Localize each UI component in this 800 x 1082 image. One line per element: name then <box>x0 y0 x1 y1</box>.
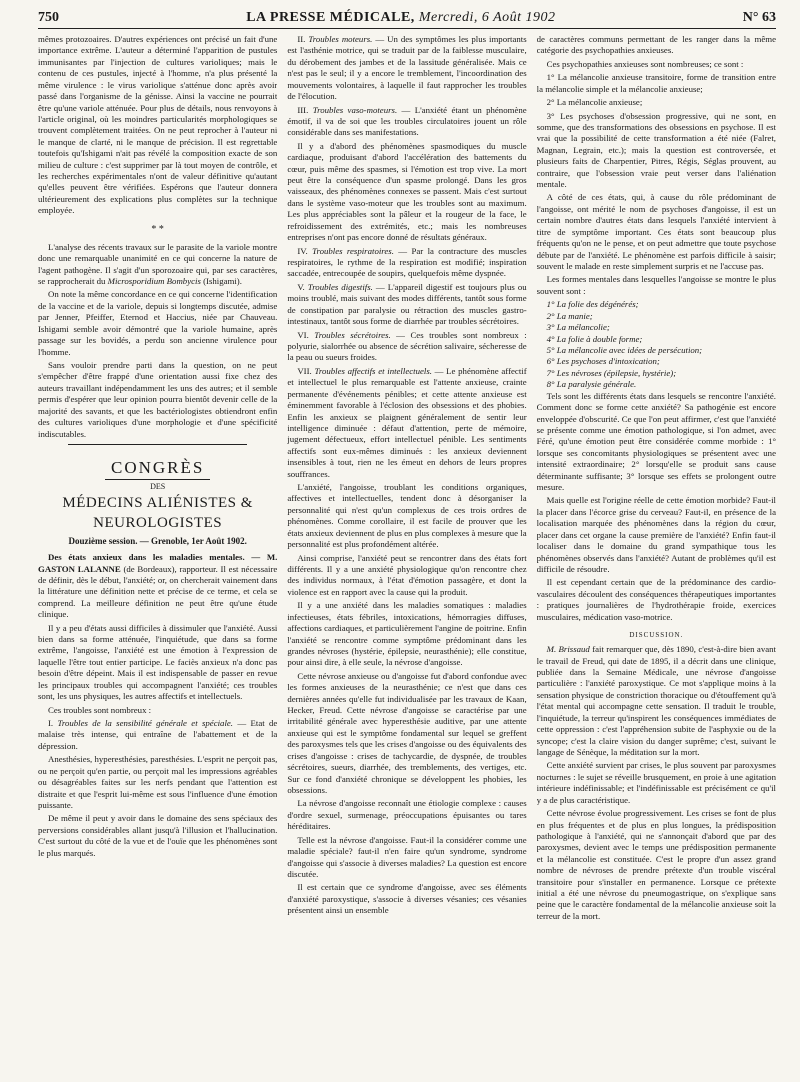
list-item: 8° La paralysie générale. <box>546 379 637 390</box>
list-item: 5° La mélancolie avec idées de persécution; <box>546 344 703 355</box>
paragraph: VI. Troubles sécrétoires. — Ces troubles sont nombreux : polyurie, sialorrhée ou absence de sécrétion salivaire, sécheresse de la peau ou sueurs froides. <box>287 329 527 363</box>
issue-number: N° 63 <box>742 10 776 25</box>
section-separator: * * <box>151 223 164 235</box>
paragraph: Ces troubles sont nombreux : <box>48 704 152 715</box>
paragraph: Ces psychopathies anxieuses sont nombreuses; ce sont : <box>546 58 744 69</box>
paragraph: Des états anxieux dans les maladies mentales. — M. GASTON LALANNE (de Bordeaux), rapporteur. Il est nécessaire de définir, dès le début, l'anxiété; or, on chercherait vainement dans la littérature une définition nette et précise de ce terme, et cela se comprend. La meilleure définition ne peut être qu'une étude clinique. <box>38 552 278 620</box>
paragraph: Cette névrose anxieuse ou d'angoisse fut d'abord confondue avec les formes anxieuses de la neurasthénie; ce n'est que dans ces dernières années qu'elle fut individualisée par les travaux de Kaan, Hecker, Freud. Cette névrose d'angoisse se caractérise par une irritabilité générale avec hyperesthésie auditive, par une attente anxieuse qui est le symptôme fondamental sur lequel se greffent des paroxysmes tels que les crises d'angoisse ou des équivalents des crises d'angoisse : crises de tachycardie, de dyspnée, de troubles sécrétoires, sueurs, diarrhée, des tremblements, des vertiges, etc. Sur ce fond d'anxiété chronique se développent les phobies, les obsessions. <box>287 670 527 795</box>
paragraph: 2° La mélancolie anxieuse; <box>546 97 643 108</box>
congress-subtitle: MÉDECINS ALIÉNISTES & NEUROLOGISTES <box>62 495 253 531</box>
paragraph: 3° Les psychoses d'obsession progressive, qui ne sont, en somme, que des transformations des obsessions en psychose. Il est vrai que la possibilité de cette transformation a été niée (Falret, Magnan, Legrain, etc.); mais la question est controversée, et plusieurs faits de Charpentier, Pitres, Régis, Séglas prouvent, au contraire, que l'obsession vraie peut verser dans l'aliénation mentale. <box>536 110 776 190</box>
paragraph: Il est cependant certain que de la prédominance des cardio-vasculaires découlent des conséquences thérapeutiques importantes : pratiques journalières de l'hydrothérapie froide, exercices musculaires, médication vaso-motrice. <box>536 577 776 622</box>
paragraph: Les formes mentales dans lesquelles l'angoisse se montre le plus souvent sont : <box>536 274 776 296</box>
paragraph: Il y a d'abord des phénomènes spasmodiques du muscle cardiaque, produisant d'abord l'accélération des battements du cœur, puis même des spasmes, si l'émotion est trop vive. La mort peut être la conséquence d'un spasme prolongé. Dans les gros vaisseaux, des phénomènes connexes se passent. Mais c'est surtout dans le système vaso-moteur que les troubles sont au maximum. Les plus appréciables sont la pâleur et la rougeur de la face, le refroidissement des extrémités, etc.; mais les nombreuses entreprises n'ont pas encore donné de résultats généraux. <box>287 140 527 243</box>
paragraph: On note la même concordance en ce qui concerne l'identification de la vaccine et de la variole, depuis si longtemps discutée, admise par Jenner, Pfeiffer, Eternod et Haccius, niée par Chauveau. Ishigami semble avoir démontré que la variole humaine, après passage sur les bovidés, a perdu son ancienne virulence pour l'homme. <box>38 289 278 357</box>
congress-des: DES <box>150 482 166 492</box>
congress-heading <box>38 457 277 548</box>
paragraph: V. Troubles digestifs. — L'appareil digestif est toujours plus ou moins troublé, mais suivant des modes différents, tantôt sous forme de constipation par paralysie ou rétraction des muscles gastro-intestinaux, tantôt sous forme de diarrhée par troubles sécrétoires. <box>287 281 527 327</box>
paragraph: Il y a peu d'états aussi difficiles à dissimuler que l'anxiété. Aussi bien dans sa forme atténuée, l'inquiétude, que dans sa forme extrême, l'angoisse, l'anxiété est une émotion à l'expression de laquelle l'être tout entier participe. Le faciès anxieux n'a donc pas besoin d'être dépeint. Mais il est indispensable de passer en revue les principaux troubles qui accompagnent l'anxiété; ces troubles sont, les uns physiques, les autres affectifs et intellectuels. <box>38 622 278 702</box>
list-item: 6° Les psychoses d'intoxication; <box>546 356 660 367</box>
page-number: 750 <box>38 10 59 25</box>
list-item: 7° Les névroses (épilepsie, hystérie); <box>546 367 677 378</box>
list-item: 1° La folie des dégénérés; <box>546 299 639 310</box>
paragraph: A côté de ces états, qui, à cause du rôle prédominant de l'angoisse, ont mérité le nom de psychoses d'angoisse, il est un certain nombre d'autres états dans lesquels l'anxiété intervient à titre de symptôme important. Ces états sont beaucoup plus fréquents qu'on ne le pense, et on peut admettre que toute psychose débute par de l'anxiété. Le phénomène est parfois difficile à saisir; souvent le malade en reste simplement surpris et ne l'accuse pas. <box>536 192 776 272</box>
paragraph: Tels sont les différents états dans lesquels se rencontre l'anxiété. Comment donc se forme cette anxiété? Sa pathogénie est encore enveloppée d'obscurité. Ce que l'on peut affirmer, c'est que l'anxiété se présente comme une émotion pathologique, si l'on admet, avec Féré, qu'une émotion peut être considérée comme morbide : 1° lorsque ses concomitants physiologiques se présentent avec une intensité extraordinaire; 2° lorsqu'elle se produit sans cause déterminante suffisante; 3° lorsque ses effets se prolongent outre mesure. <box>536 390 776 493</box>
page-header <box>38 10 776 29</box>
paragraph: M. Brissaud fait remarquer que, dès 1890, c'est-à-dire bien avant le travail de Freud, qui date de 1895, il a décrit dans une clinique, publiée dans la Semaine Médicale, une névrose d'angoisse particulière : l'anxiété paroxystique. Ce mot s'applique moins à la sensation physique de constriction thoracique ou d'étouffement qu'à l'état mental qui accompagne cette sensation. Il traduit le trouble, l'inquiétude, la terreur qu'inspirent les conséquences immédiates de cette oppression : c'est l'appréhension subite de l'asphyxie ou de la syncope; c'est la claire vision du danger suprême; c'est, suivant le langage de Sénèque, la méditation sur la mort. <box>536 644 776 757</box>
paragraph: Sans vouloir prendre parti dans la question, on ne peut s'empêcher d'être frappé d'une orientation aussi fixe chez des auteurs travaillant indépendamment les uns des autres; et il semble permis d'espérer que leur opinion pourra bientôt devenir celle de la majorité des savants, et que les bactériologistes obtiendront enfin des cultures varioliques d'une morphologie et d'une spécificité indiscutables. <box>38 359 278 439</box>
paragraph: I. Troubles de la sensibilité générale et spéciale. — Etat de malaise très intense, qui entraîne de l'abattement et de la dépression. <box>38 718 278 751</box>
paragraph: L'anxiété, l'angoisse, troublant les conditions organiques, affectives et intellectuelles, tendent donc à désorganiser la personnalité qui n'est qu'un complexus de ces trois ordres de phénomènes. Comme corollaire, il est facile de prouver que les états anxieux deviennent de plus en plus complexes à mesure que la personnalité est plus profondément altérée. <box>287 482 527 550</box>
paragraph: 1° La mélancolie anxieuse transitoire, forme de transition entre la mélancolie simple et la mélancolie anxieuse; <box>536 72 776 94</box>
list-item: 3° La mélancolie; <box>546 322 610 333</box>
list-item: 2° La manie; <box>546 310 593 321</box>
paragraph: VII. Troubles affectifs et intellectuels. — Le phénomène affectif et intellectuel le plus remarquable est l'attente anxieuse, crainte permanente d'événements pénibles; et cette attente anxieuse est éminemment favorable à l'éclosion des obsessions et des phobies. Enfin les anxieux se plaignent généralement de sentir leur intelligence diminuée : défaut d'attention, perte de mémoire, jugement défectueux, effort intellectuel pénible. Les sentiments affectifs sont eux-mêmes diminués : les anxieux deviennent insensibles à tout, rien ne les émeut en dehors de leurs propres souffrances. <box>287 365 527 479</box>
congress-title: CONGRÈS <box>105 457 210 480</box>
paragraph: La névrose d'angoisse reconnaît une étiologie complexe : causes d'ordre sexuel, surmenage, préoccupations épuisantes ou tares héréditaires. <box>287 798 527 832</box>
column-3 <box>537 34 776 1074</box>
psychoses-list <box>537 299 776 390</box>
paragraph: Anesthésies, hyperesthésies, paresthésies. L'esprit ne perçoit pas, ou ne perçoit qu'en partie, ou perçoit mal les impressions agréables ou désagréables faites sur les nerfs pendant que l'attention est distraite et que l'esprit lui-même est sous l'influence d'une émotion puissante. <box>38 754 278 810</box>
paragraph: Il y a une anxiété dans les maladies somatiques : maladies infectieuses, états fébriles, intoxications, hémorragies diffuses, affections cardiaques, et particulièrement l'angine de poitrine. Enfin l'anxiété se rencontre comme symptôme prédominant dans les grandes névroses (hystérie, épilepsie, neurasthénie); elle constitue, pour ainsi dire, à elle seule, la névrose d'angoisse. <box>287 600 527 668</box>
column-2 <box>287 34 526 1074</box>
paragraph: Cette anxiété survient par crises, le plus souvent par paroxysmes nocturnes : le sujet se réveille brusquement, en proie à une agitation intérieure indéfinissable; et l'indéfinissable est précisément ce qu'il y a de plus caractéristique. <box>536 760 776 805</box>
journal-title <box>246 10 555 26</box>
column-1 <box>38 34 277 1074</box>
discussion-heading: DISCUSSION. <box>629 631 684 640</box>
list-item: 4° La folie à double forme; <box>546 333 643 344</box>
paragraph: Ainsi comprise, l'anxiété peut se rencontrer dans des états fort différents. Il y a une anxiété physiologique qu'on rencontre chez des individus normaux, à l'état d'émotion passagère, et dont la violence est en rapport avec la cause qui la produit. <box>287 552 527 597</box>
paragraph: Il est certain que ce syndrome d'angoisse, avec ses éléments d'anxiété paroxystique, s'associe à diverses vésanies; ces vésanies présentent ainsi un ensemble <box>287 882 527 916</box>
paragraph: mêmes protozoaires. D'autres expériences ont précisé un fait d'une importance extrême. L'auteur a déterminé l'apparition de pustules immunisantes par l'injection de cultures varioliques; mais le contenu de ces pustules, injecté à l'homme, n'a plus présenté la même virulence : le virus variolique s'atténue donc après avoir passé dans l'organisme de la génisse. Ainsi la vaccine ne pourrait être qu'une variole atténuée. Pour plus de détails, nous renvoyons à l'article original, où les moindres particularités morphologiques se trouvent complètement traitées. On ne peut reprocher à l'auteur ni le manque de clarté, ni le manque de précision. Il est regrettable toutefois qu'Ishigami n'ait pas révélé la composition exacte de son milieu de culture : c'est supprimer par là tout moyen de contrôle, et les recherches expérimentales n'ont de valeur définitive qu'autant qu'elles peuvent être vérifiées. Espérons que l'auteur donnera ultérieurement des explications plus complètes sur la technique employée. <box>38 34 278 216</box>
session-line: Douzième session. — Grenoble, 1er Août 1902. <box>68 536 247 547</box>
paragraph: L'analyse des récents travaux sur le parasite de la variole montre donc une remarquable unanimité en ce qui concerne la nature de l'agent pathogène. Il s'agit d'un sporozoaire qui, par ses caractères, se rapprocherait du Microsporidium Bombycis (Ishigami). <box>38 241 278 287</box>
paragraph: De même il peut y avoir dans le domaine des sens spéciaux des perversions considérables allant jusqu'à l'illusion et l'hallucination. C'est surtout du côté de la vue et de l'ouïe que les phénomènes sont le plus marqués. <box>38 813 278 858</box>
paragraph: Mais quelle est l'origine réelle de cette émotion morbide? Faut-il la placer dans l'écorce grise du cerveau? Faut-il, en présence de la localisation marquée des phénomènes dans la région du cœur, placer dans cet organe la cause première de l'anxiété? Enfin faut-il localiser dans le domaine du grand sympathique tous les phénomènes observés dans l'anxiété? Autant de problèmes qu'il est difficile de résoudre. <box>536 495 776 574</box>
divider <box>68 444 247 445</box>
paragraph: II. Troubles moteurs. — Un des symptômes les plus importants est l'asthénie motrice, qui se traduit par de la faiblesse musculaire, du dérobement des jambes et de la lassitude généralisée. Mais ce n'est pas le seul; il y a encore le tremblement, l'incoordination des mouvements volontaires, à laquelle il faut rapprocher les troubles de l'élocution. <box>287 34 527 102</box>
journal-name: LA PRESSE MÉDICALE, <box>246 10 415 25</box>
paragraph: Cette névrose évolue progressivement. Les crises se font de plus en plus fréquentes et de plus en plus longues, la prédisposition pathologique à l'anxiété, qui ne s'annonçait d'abord que par des paroxysmes, devient avec le temps une prédisposition permanente et la mélancolie est constituée. C'est le propre d'un assez grand nombre de névroses de prendre prétexte d'un trouble viscéral transitoire pour s'installer en permanence. Lorsque ce prétexte initial a été une névrose du pneumogastrique, on s'explique sans peine que le caractère fondamental de la mélancolie anxieuse soit la terreur de la mort. <box>536 808 776 921</box>
issue-date: Mercredi, 6 Août 1902 <box>418 10 556 25</box>
paragraph: III. Troubles vaso-moteurs. — L'anxiété étant un phénomène émotif, il va de soi que les troubles circulatoires jouent un rôle considérable dans ses manifestations. <box>287 104 527 138</box>
paragraph: Telle est la névrose d'angoisse. Faut-il la considérer comme une maladie spéciale? faut-il n'en faire qu'un syndrome, syndrome d'angoisse qui s'associe à diverses maladies? La question est encore discutée. <box>287 834 527 879</box>
paragraph: IV. Troubles respiratoires. — Par la contracture des muscles respiratoires, le rythme de la respiration est modifié; inspiration saccadée, entrecoupée de soupirs, quelquefois même dyspnée. <box>287 245 527 279</box>
paragraph: de caractères communs permettant de les ranger dans la même catégorie des psychopathies anxieuses. <box>536 34 776 56</box>
